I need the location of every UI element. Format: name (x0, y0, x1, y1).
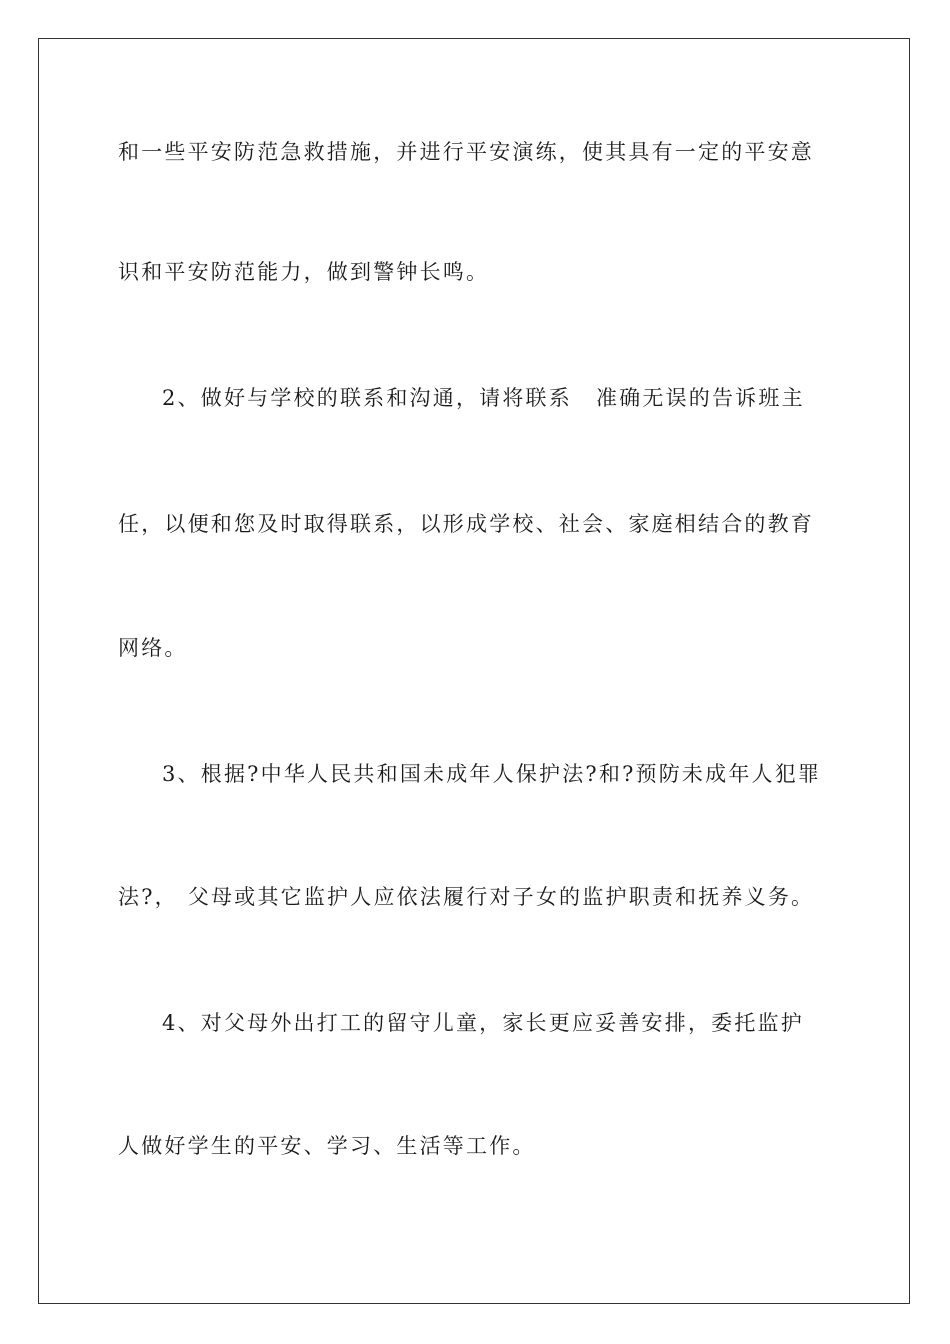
paragraph-2-line-2: 任，以便和您及时取得联系，以形成学校、社会、家庭相结合的教育 (118, 512, 814, 536)
paragraph-2-line-3: 网络。 (118, 636, 188, 660)
paragraph-1-line-1: 和一些平安防范急救措施，并进行平安演练，使其具有一定的平安意 (118, 140, 814, 164)
paragraph-3-line-2-part-1: 法?， (118, 885, 178, 909)
paragraph-3-line-2-part-2: 父母或其它监护人应依法履行对子女的监护职责和抚养义务。 (187, 885, 815, 909)
paragraph-2-line-1-part-2: 准确无误的告诉班主 (595, 386, 805, 410)
paragraph-4-line-1: 4、对父母外出打工的留守儿童，家长更应妥善安排，委托监护 (162, 1011, 804, 1035)
paragraph-1-line-2: 识和平安防范能力，做到警钟长鸣。 (118, 260, 490, 284)
paragraph-4-line-2: 人做好学生的平安、学习、生活等工作。 (118, 1134, 536, 1158)
page-border (38, 38, 910, 1304)
paragraph-2-line-1-part-1: 2、做好与学校的联系和沟通，请将联系 (162, 386, 572, 410)
paragraph-3-line-1: 3、根据?中华人民共和国未成年人保护法?和?预防未成年人犯罪 (162, 762, 822, 786)
paragraph-3-line-2 (118, 882, 832, 912)
paragraph-2-line-1 (162, 383, 832, 413)
